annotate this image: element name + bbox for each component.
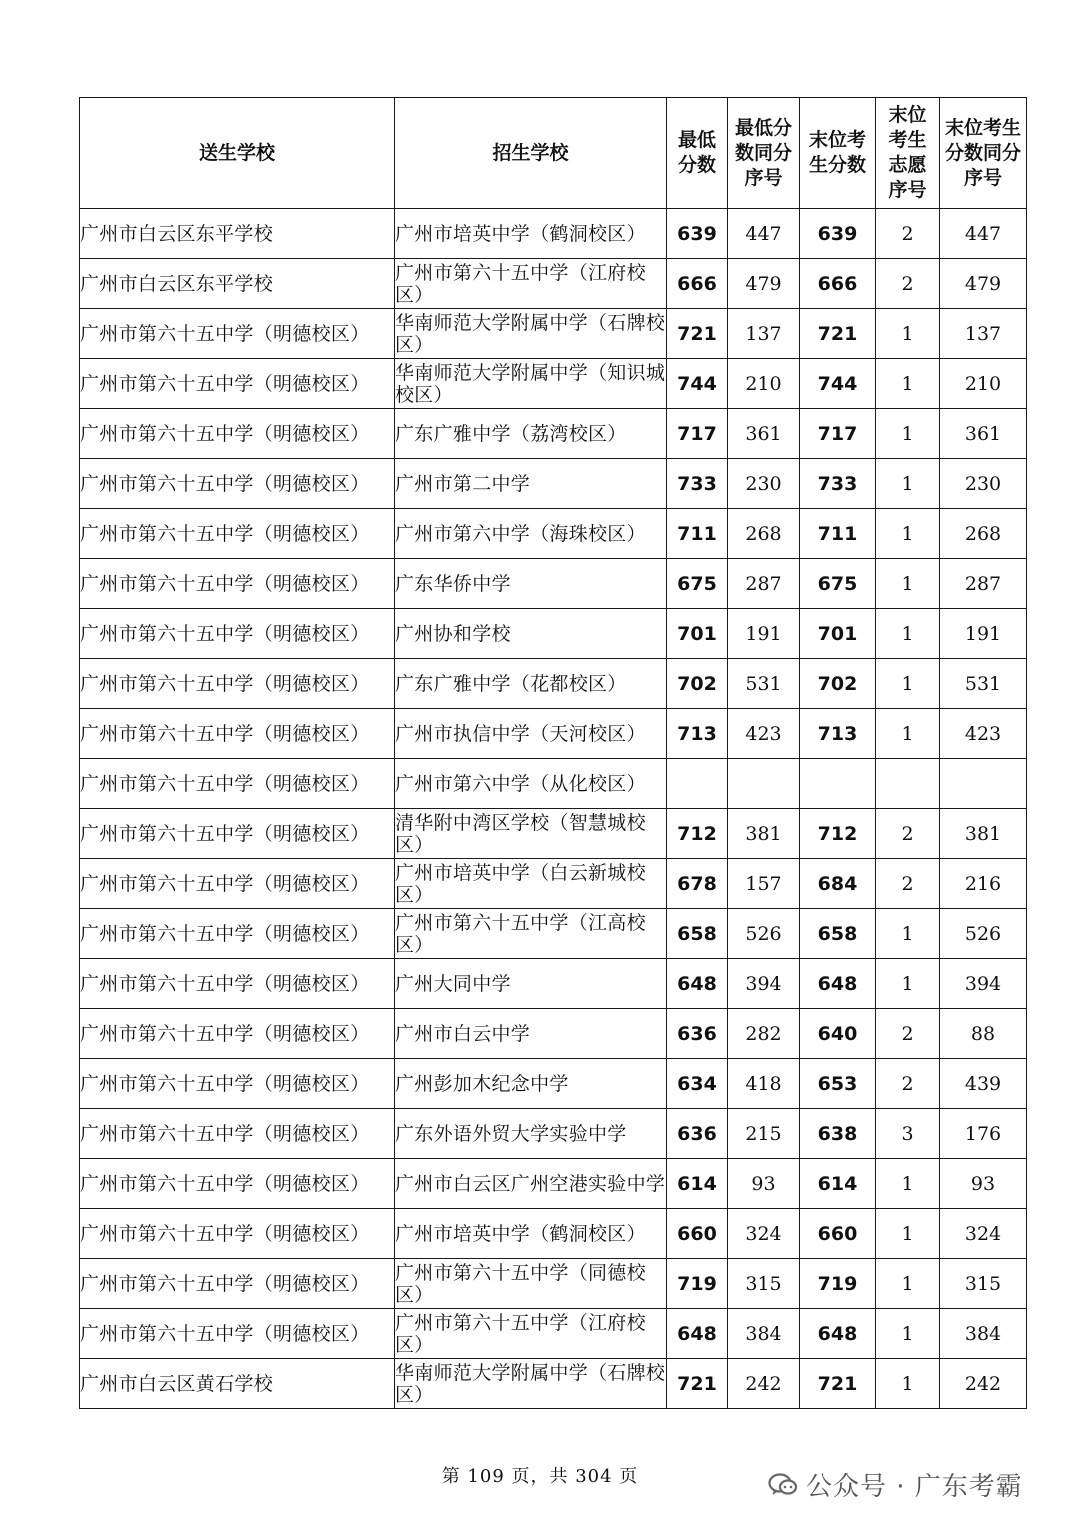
min-score-tie-rank-cell: 191 [728,609,800,659]
last-choice-rank-cell: 1 [876,559,940,609]
admitting-school-cell: 广州市第二中学 [395,459,667,509]
last-choice-rank-cell: 2 [876,1059,940,1109]
table-row [80,959,1027,1009]
table-row [80,209,1027,259]
sending-school-cell: 广州市第六十五中学（明德校区） [80,709,395,759]
sending-school-cell: 广州市第六十五中学（明德校区） [80,759,395,809]
last-score-cell: 666 [800,259,876,309]
last-score-tie-rank-cell: 216 [940,859,1027,909]
table-row [80,859,1027,909]
last-score-cell: 721 [800,1359,876,1409]
admitting-school-cell: 广州市第六十五中学（同德校区） [395,1259,667,1309]
last-score-cell: 713 [800,709,876,759]
min-score-cell: 712 [667,809,728,859]
min-score-cell: 658 [667,909,728,959]
header-min-score-tie-rank: 最低分数同分序号 [728,98,800,209]
admitting-school-cell: 广州大同中学 [395,959,667,1009]
sending-school-cell: 广州市第六十五中学（明德校区） [80,609,395,659]
last-choice-rank-cell: 2 [876,809,940,859]
table-row [80,809,1027,859]
last-choice-rank-cell: 1 [876,1259,940,1309]
min-score-tie-rank-cell: 230 [728,459,800,509]
admitting-school-cell: 广州市培英中学（鹤洞校区） [395,1209,667,1259]
last-score-cell: 675 [800,559,876,609]
min-score-cell: 721 [667,1359,728,1409]
min-score-cell: 675 [667,559,728,609]
last-score-tie-rank-cell: 242 [940,1359,1027,1409]
last-score-cell: 648 [800,1309,876,1359]
sending-school-cell: 广州市第六十五中学（明德校区） [80,1059,395,1109]
last-score-tie-rank-cell: 210 [940,359,1027,409]
last-score-tie-rank-cell: 191 [940,609,1027,659]
admitting-school-cell: 广州市第六十五中学（江高校区） [395,909,667,959]
table-row [80,309,1027,359]
sending-school-cell: 广州市第六十五中学（明德校区） [80,1209,395,1259]
admitting-school-cell: 华南师范大学附属中学（石牌校区） [395,1359,667,1409]
min-score-tie-rank-cell: 315 [728,1259,800,1309]
header-last-score-tie-rank: 末位考生分数同分序号 [940,98,1027,209]
last-choice-rank-cell: 1 [876,309,940,359]
header-sending-school: 送生学校 [80,98,395,209]
last-score-cell: 702 [800,659,876,709]
min-score-tie-rank-cell: 479 [728,259,800,309]
sending-school-cell: 广州市第六十五中学（明德校区） [80,509,395,559]
min-score-cell: 721 [667,309,728,359]
sending-school-cell: 广州市第六十五中学（明德校区） [80,459,395,509]
table-row [80,709,1027,759]
last-score-cell: 653 [800,1059,876,1109]
sending-school-cell: 广州市白云区东平学校 [80,209,395,259]
last-choice-rank-cell: 3 [876,1109,940,1159]
sending-school-cell: 广州市第六十五中学（明德校区） [80,659,395,709]
min-score-tie-rank-cell: 242 [728,1359,800,1409]
table-row [80,559,1027,609]
last-choice-rank-cell: 1 [876,609,940,659]
sending-school-cell: 广州市第六十五中学（明德校区） [80,909,395,959]
min-score-cell: 634 [667,1059,728,1109]
last-score-cell: 640 [800,1009,876,1059]
last-score-tie-rank-cell: 384 [940,1309,1027,1359]
min-score-tie-rank-cell: 282 [728,1009,800,1059]
admitting-school-cell: 清华附中湾区学校（智慧城校区） [395,809,667,859]
sending-school-cell: 广州市第六十五中学（明德校区） [80,559,395,609]
table-row [80,509,1027,559]
last-score-tie-rank-cell: 423 [940,709,1027,759]
last-score-cell: 638 [800,1109,876,1159]
table-row [80,659,1027,709]
last-score-cell: 658 [800,909,876,959]
last-score-tie-rank-cell: 447 [940,209,1027,259]
last-score-tie-rank-cell: 324 [940,1209,1027,1259]
admitting-school-cell: 广州协和学校 [395,609,667,659]
admitting-school-cell: 华南师范大学附属中学（石牌校区） [395,309,667,359]
last-choice-rank-cell: 2 [876,859,940,909]
last-score-cell: 648 [800,959,876,1009]
min-score-cell: 648 [667,1309,728,1359]
watermark-text: 公众号 · 广东考霸 [806,1472,1023,1502]
min-score-tie-rank-cell: 157 [728,859,800,909]
min-score-cell: 713 [667,709,728,759]
page-number: 第 109 页，共 304 页 [441,1466,639,1487]
last-score-cell: 711 [800,509,876,559]
min-score-tie-rank-cell: 287 [728,559,800,609]
admitting-school-cell: 华南师范大学附属中学（知识城校区） [395,359,667,409]
wechat-watermark [768,1466,1023,1503]
header-last-choice-rank: 末位考生志愿序号 [876,98,940,209]
min-score-cell: 636 [667,1109,728,1159]
last-score-tie-rank-cell: 268 [940,509,1027,559]
min-score-tie-rank-cell: 324 [728,1209,800,1259]
last-score-cell: 614 [800,1159,876,1209]
sending-school-cell: 广州市白云区黄石学校 [80,1359,395,1409]
min-score-cell: 733 [667,459,728,509]
min-score-tie-rank-cell: 423 [728,709,800,759]
admitting-school-cell: 广东华侨中学 [395,559,667,609]
min-score-tie-rank-cell: 137 [728,309,800,359]
min-score-tie-rank-cell: 93 [728,1159,800,1209]
last-choice-rank-cell: 1 [876,709,940,759]
table-row [80,1209,1027,1259]
min-score-cell: 614 [667,1159,728,1209]
last-score-tie-rank-cell: 315 [940,1259,1027,1309]
sending-school-cell: 广州市第六十五中学（明德校区） [80,959,395,1009]
header-admitting-school: 招生学校 [395,98,667,209]
last-score-tie-rank-cell: 361 [940,409,1027,459]
min-score-tie-rank-cell: 447 [728,209,800,259]
header-last-score: 末位考生分数 [800,98,876,209]
sending-school-cell: 广州市第六十五中学（明德校区） [80,859,395,909]
last-choice-rank-cell: 1 [876,1359,940,1409]
admitting-school-cell: 广州市执信中学（天河校区） [395,709,667,759]
table-header-row [80,98,1027,209]
last-choice-rank-cell: 1 [876,1159,940,1209]
last-score-tie-rank-cell: 531 [940,659,1027,709]
admitting-school-cell: 广州市培英中学（鹤洞校区） [395,209,667,259]
last-choice-rank-cell: 1 [876,909,940,959]
sending-school-cell: 广州市第六十五中学（明德校区） [80,359,395,409]
sending-school-cell: 广州市第六十五中学（明德校区） [80,1109,395,1159]
sending-school-cell: 广州市第六十五中学（明德校区） [80,1309,395,1359]
last-score-tie-rank-cell: 381 [940,809,1027,859]
last-score-tie-rank-cell: 93 [940,1159,1027,1209]
min-score-tie-rank-cell: 210 [728,359,800,409]
sending-school-cell: 广州市第六十五中学（明德校区） [80,309,395,359]
min-score-cell: 744 [667,359,728,409]
table-row [80,409,1027,459]
last-score-tie-rank-cell: 479 [940,259,1027,309]
last-choice-rank-cell: 1 [876,359,940,409]
last-score-cell: 733 [800,459,876,509]
last-choice-rank-cell: 1 [876,459,940,509]
last-score-tie-rank-cell: 526 [940,909,1027,959]
min-score-cell: 660 [667,1209,728,1259]
table-row [80,1309,1027,1359]
admitting-school-cell: 广州市第六十五中学（江府校区） [395,1309,667,1359]
last-choice-rank-cell: 2 [876,259,940,309]
admitting-school-cell: 广州市第六中学（从化校区） [395,759,667,809]
min-score-cell: 636 [667,1009,728,1059]
last-score-tie-rank-cell: 176 [940,1109,1027,1159]
sending-school-cell: 广州市白云区东平学校 [80,259,395,309]
min-score-tie-rank-cell: 268 [728,509,800,559]
table-row [80,1159,1027,1209]
min-score-tie-rank-cell: 418 [728,1059,800,1109]
table-row [80,609,1027,659]
sending-school-cell: 广州市第六十五中学（明德校区） [80,1259,395,1309]
admitting-school-cell: 广东广雅中学（花都校区） [395,659,667,709]
last-score-cell: 721 [800,309,876,359]
admission-score-table [79,97,1027,1409]
min-score-tie-rank-cell: 361 [728,409,800,459]
last-score-cell: 744 [800,359,876,409]
sending-school-cell: 广州市第六十五中学（明德校区） [80,809,395,859]
admitting-school-cell: 广州市培英中学（白云新城校区） [395,859,667,909]
wechat-official-account-icon [768,1472,798,1498]
last-score-tie-rank-cell: 137 [940,309,1027,359]
last-score-cell: 684 [800,859,876,909]
admitting-school-cell: 广州市第六中学（海珠校区） [395,509,667,559]
table-row [80,459,1027,509]
min-score-cell: 639 [667,209,728,259]
table-row [80,1009,1027,1059]
table-row [80,359,1027,409]
last-score-cell: 639 [800,209,876,259]
min-score-cell: 648 [667,959,728,1009]
last-score-cell: 701 [800,609,876,659]
min-score-tie-rank-cell: 215 [728,1109,800,1159]
min-score-tie-rank-cell: 384 [728,1309,800,1359]
table-row [80,1259,1027,1309]
last-choice-rank-cell: 1 [876,1309,940,1359]
last-choice-rank-cell: 1 [876,409,940,459]
sending-school-cell: 广州市第六十五中学（明德校区） [80,1009,395,1059]
table-row [80,759,1027,809]
table-row [80,909,1027,959]
last-score-tie-rank-cell: 287 [940,559,1027,609]
min-score-cell: 678 [667,859,728,909]
last-score-cell: 717 [800,409,876,459]
last-choice-rank-cell: 1 [876,659,940,709]
sending-school-cell: 广州市第六十五中学（明德校区） [80,409,395,459]
admitting-school-cell: 广州市第六十五中学（江府校区） [395,259,667,309]
table-row [80,1359,1027,1409]
min-score-cell: 666 [667,259,728,309]
min-score-tie-rank-cell: 531 [728,659,800,709]
min-score-tie-rank-cell: 394 [728,959,800,1009]
last-score-tie-rank-cell: 394 [940,959,1027,1009]
admitting-school-cell: 广州市白云区广州空港实验中学 [395,1159,667,1209]
last-choice-rank-cell [876,759,940,809]
min-score-tie-rank-cell: 381 [728,809,800,859]
last-score-tie-rank-cell: 230 [940,459,1027,509]
min-score-cell: 702 [667,659,728,709]
min-score-cell: 717 [667,409,728,459]
table-row [80,259,1027,309]
sending-school-cell: 广州市第六十五中学（明德校区） [80,1159,395,1209]
last-choice-rank-cell: 1 [876,1209,940,1259]
admitting-school-cell: 广东外语外贸大学实验中学 [395,1109,667,1159]
last-score-cell: 719 [800,1259,876,1309]
last-score-cell: 712 [800,809,876,859]
last-score-cell [800,759,876,809]
last-choice-rank-cell: 2 [876,209,940,259]
last-score-cell: 660 [800,1209,876,1259]
min-score-cell [667,759,728,809]
last-choice-rank-cell: 1 [876,509,940,559]
min-score-cell: 711 [667,509,728,559]
header-min-score: 最低分数 [667,98,728,209]
table-row [80,1059,1027,1109]
min-score-tie-rank-cell: 526 [728,909,800,959]
last-choice-rank-cell: 1 [876,959,940,1009]
last-score-tie-rank-cell: 439 [940,1059,1027,1109]
last-choice-rank-cell: 2 [876,1009,940,1059]
admitting-school-cell: 广州市白云中学 [395,1009,667,1059]
min-score-cell: 719 [667,1259,728,1309]
last-score-tie-rank-cell: 88 [940,1009,1027,1059]
admitting-school-cell: 广州彭加木纪念中学 [395,1059,667,1109]
table-row [80,1109,1027,1159]
admitting-school-cell: 广东广雅中学（荔湾校区） [395,409,667,459]
last-score-tie-rank-cell [940,759,1027,809]
min-score-tie-rank-cell [728,759,800,809]
min-score-cell: 701 [667,609,728,659]
